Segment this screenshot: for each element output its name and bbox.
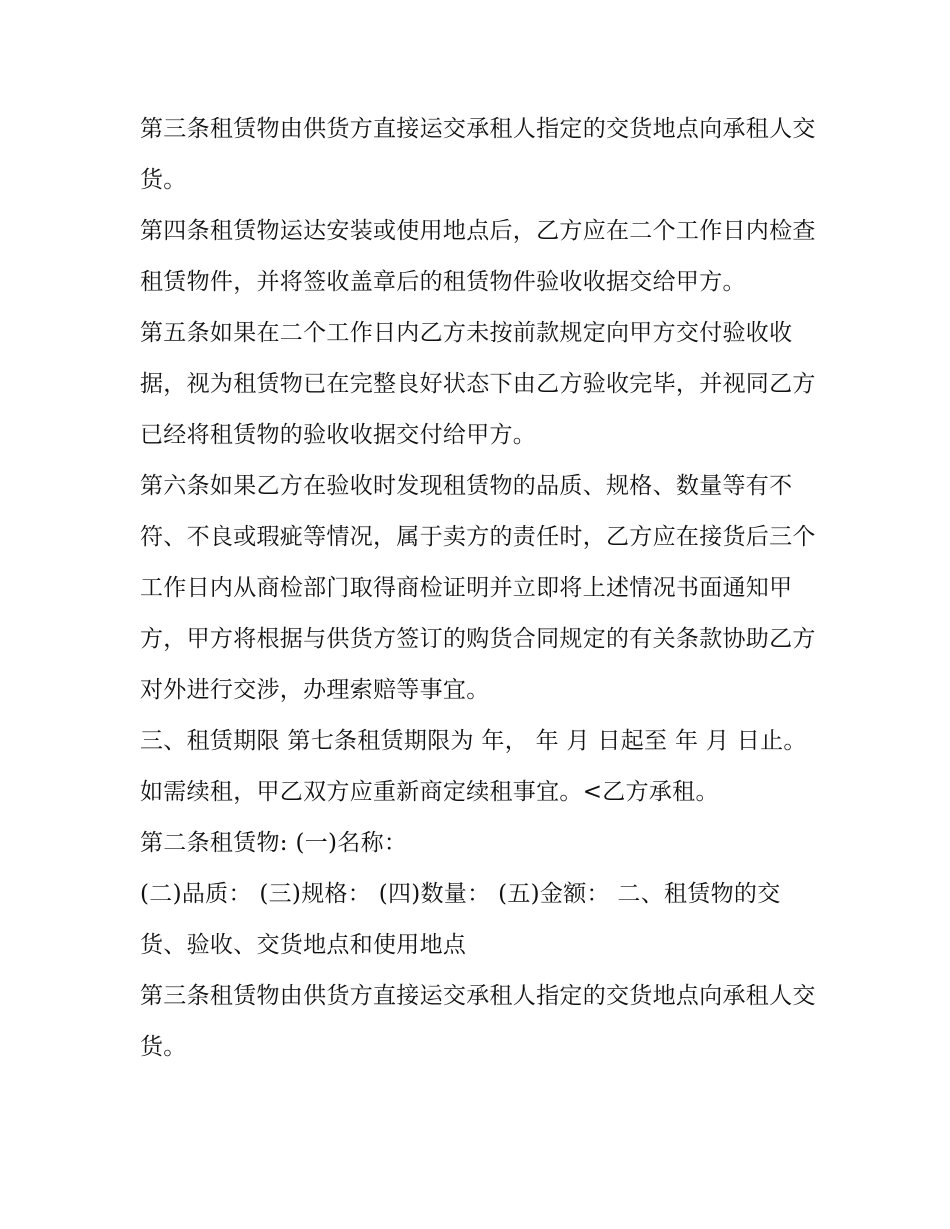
paragraph-article-5: 第五条如果在二个工作日内乙方未按前款规定向甲方交付验收收据，视为租赁物已在完整良好状态下由乙方验收完毕，并视同乙方已经将租赁物的验收收据交付给甲方。 <box>140 320 816 448</box>
paragraph-lease-term: 三、租赁期限 第七条租赁期限为 年， 年 月 日起至 年 月 日止。如需续租，甲乙双方应重新商定续租事宜。<乙方承租。 <box>140 728 807 805</box>
paragraph-article-3: 第三条租赁物由供货方直接运交承租人指定的交货地点向承租人交货。 <box>140 116 816 193</box>
document-body <box>140 104 820 1073</box>
paragraph-article-3-repeat: 第三条租赁物由供货方直接运交承租人指定的交货地点向承租人交货。 <box>140 983 816 1060</box>
paragraph-article-2: 第二条租赁物: (一)名称： <box>140 830 408 856</box>
paragraph-article-6: 第六条如果乙方在验收时发现租赁物的品质、规格、数量等有不符、不良或瑕疵等情况，属于卖方的责任时，乙方应在接货后三个工作日内从商检部门取得商检证明并立即将上述情况书面通知甲方，甲方将根据与供货方签订的购货合同规定的有关条款协助乙方对外进行交涉，办理索赔等事宜。 <box>140 473 816 703</box>
paragraph-item-details: (二)品质： (三)规格： (四)数量： (五)金额： 二、租赁物的交货、验收、交货地点和使用地点 <box>140 881 781 958</box>
paragraph-article-4: 第四条租赁物运达安装或使用地点后，乙方应在二个工作日内检查租赁物件，并将签收盖章后的租赁物件验收收据交给甲方。 <box>140 218 816 295</box>
